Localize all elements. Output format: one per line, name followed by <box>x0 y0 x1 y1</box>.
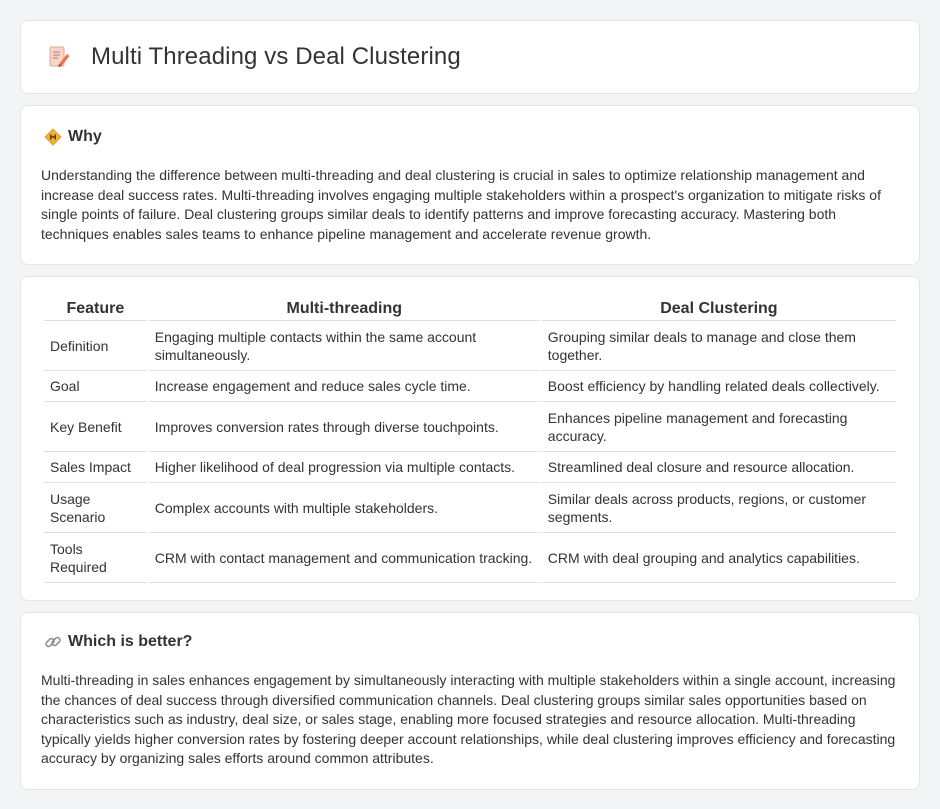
row-multi-threading: Improves conversion rates through diverse touchpoints. <box>149 402 540 452</box>
table-row <box>44 483 896 533</box>
better-text: Multi-threading in sales enhances engagement by simultaneously interacting with multiple stakeholders within a single account, increasing the chances of deal success through diversified communication channels. Deal clustering groups similar sales opportunities based on characteristics such as industry, deal size, or sales stage, enabling more focused strategies and resource allocation. Multi-threading typically yields higher conversion rates by fostering deeper account relationships, while deal clustering improves efficiency and forecasting accuracy by organizing sales efforts around common attributes. <box>41 672 896 766</box>
row-feature: Definition <box>44 321 147 371</box>
row-multi-threading: Complex accounts with multiple stakeholders. <box>149 483 540 533</box>
row-feature: Goal <box>44 371 147 402</box>
comparison-table <box>42 297 898 583</box>
row-multi-threading: Engaging multiple contacts within the same account simultaneously. <box>149 321 540 371</box>
row-multi-threading: Higher likelihood of deal progression via multiple contacts. <box>149 452 540 483</box>
diamond-sign-icon <box>44 128 62 146</box>
row-deal-clustering: Streamlined deal closure and resource allocation. <box>542 452 896 483</box>
table-row <box>44 533 896 583</box>
row-deal-clustering: Boost efficiency by handling related deals collectively. <box>542 371 896 402</box>
why-section <box>20 105 920 265</box>
row-deal-clustering: Grouping similar deals to manage and close them together. <box>542 321 896 371</box>
column-header-feature: Feature <box>44 297 147 321</box>
row-deal-clustering: Similar deals across products, regions, or customer segments. <box>542 483 896 533</box>
row-feature: Tools Required <box>44 533 147 583</box>
table-row <box>44 321 896 371</box>
header-card <box>20 20 920 94</box>
document-pencil-icon <box>47 45 71 69</box>
column-header-multi-threading: Multi-threading <box>149 297 540 321</box>
row-feature: Usage Scenario <box>44 483 147 533</box>
column-header-deal-clustering: Deal Clustering <box>542 297 896 321</box>
better-title: Which is better? <box>68 633 193 650</box>
row-multi-threading: CRM with contact management and communication tracking. <box>149 533 540 583</box>
why-heading <box>41 128 899 146</box>
comparison-section <box>20 276 920 601</box>
why-title: Why <box>68 128 102 145</box>
row-multi-threading: Increase engagement and reduce sales cycle time. <box>149 371 540 402</box>
table-row <box>44 452 896 483</box>
which-is-better-section <box>20 612 920 790</box>
page-title: Multi Threading vs Deal Clustering <box>91 43 461 70</box>
why-text: Understanding the difference between multi-threading and deal clustering is crucial in sales to optimize relationship management and increase deal success rates. Multi-threading involves engaging multiple stakeholders within a prospect's organization to mitigate risks of single points of failure. Deal clustering groups similar deals to identify patterns and improve forecasting accuracy. Mastering both techniques enables sales teams to enhance pipeline management and accelerate revenue growth. <box>41 167 881 242</box>
row-feature: Sales Impact <box>44 452 147 483</box>
row-feature: Key Benefit <box>44 402 147 452</box>
table-row <box>44 371 896 402</box>
row-deal-clustering: CRM with deal grouping and analytics capabilities. <box>542 533 896 583</box>
better-heading <box>41 633 899 651</box>
row-deal-clustering: Enhances pipeline management and forecasting accuracy. <box>542 402 896 452</box>
link-icon <box>44 633 62 651</box>
table-header-row <box>44 297 896 321</box>
table-row <box>44 402 896 452</box>
